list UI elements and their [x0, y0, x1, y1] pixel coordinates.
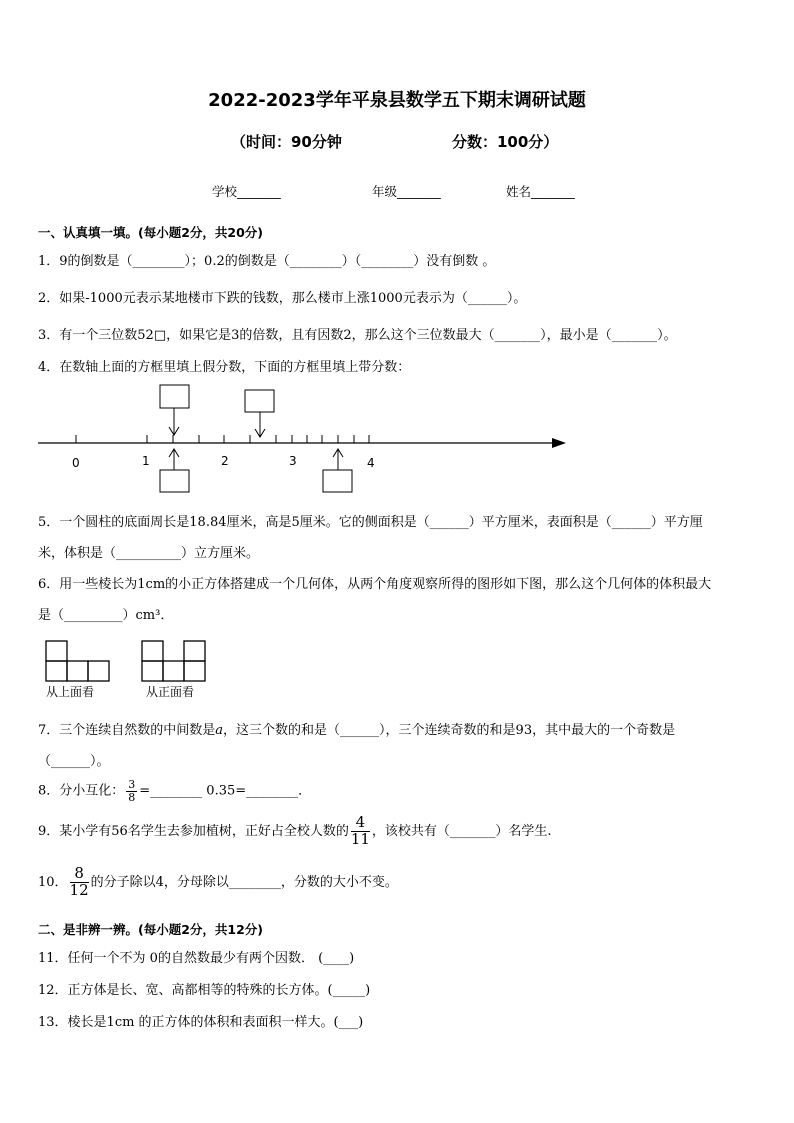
exam-score: 分数：100分）: [452, 133, 559, 151]
fraction-numerator: 8: [70, 866, 89, 883]
question-3: 3．有一个三位数52□，如果它是3的倍数，且有因数2，那么这个三位数最大（_______），最小是（_______）。: [38, 328, 677, 343]
section1-heading: 一、认真填一填。(每小题2分，共20分): [38, 225, 264, 240]
fraction-8-12: [70, 866, 89, 899]
fraction-3-8: [126, 779, 137, 803]
question-1: 1．9的倒数是（________）；0.2的倒数是（________）（________）没有倒数 。: [38, 254, 496, 269]
fraction-denominator: 11: [350, 829, 370, 848]
grade-field: 年级_______: [372, 184, 441, 199]
tick-label-3: 3: [289, 454, 297, 468]
number-line-figure: [30, 380, 580, 500]
fraction-4-11: [351, 815, 370, 848]
school-field: 学校_______: [212, 184, 281, 199]
answer-box-upper-1[interactable]: [160, 385, 189, 408]
question-13: 13．棱长是1cm 的正方体的体积和表面积一样大。(___): [38, 1015, 364, 1030]
question-10: [38, 866, 398, 899]
question-9-text: 9．某小学有56名学生去参加植树，正好占全校人数的: [38, 823, 349, 839]
question-7-line1: [38, 719, 675, 738]
question-10-number: 10．: [38, 874, 68, 890]
question-6-line1: 6．用一些棱长为1cm的小正方体搭建成一个几何体，从两个角度观察所得的图形如下图，那么这个几何体的体积最大: [38, 577, 712, 592]
fraction-numerator: 3: [128, 778, 136, 791]
tick-label-2: 2: [221, 454, 229, 468]
question-8-text: 8．分小互化：: [38, 783, 125, 799]
answer-box-upper-2[interactable]: [245, 390, 274, 412]
question-11: 11．任何一个不为 0的自然数最少有两个因数． (____): [38, 951, 355, 966]
question-5-line2: 米，体积是（__________）立方厘米。: [38, 546, 260, 561]
question-12: 12．正方体是长、宽、高都相等的特殊的长方体。(_____): [38, 983, 371, 998]
question-2: 2．如果-1000元表示某地楼市下跌的钱数，那么楼市上涨1000元表示为（______）。: [38, 291, 527, 306]
question-9: [38, 815, 552, 848]
top-view-label: 从上面看: [46, 685, 95, 699]
page-title: 2022-2023学年平泉县数学五下期末调研试题: [208, 90, 586, 111]
question-7-line2: （______）。: [38, 754, 110, 769]
question-4: 4．在数轴上面的方框里填上假分数，下面的方框里填上带分数：: [38, 360, 411, 375]
question-8-text-cont: =________ 0.35=________．: [139, 783, 312, 799]
number-line-ticks: [76, 435, 369, 443]
question-10-text: 的分子除以4，分母除以________，分数的大小不变。: [90, 874, 398, 890]
question-9-text-cont: ，该校共有（_______）名学生.: [371, 823, 552, 839]
tick-label-0: 0: [72, 456, 80, 470]
question-6-line2: 是（_________）cm³．: [38, 608, 174, 623]
top-view-figure: [46, 641, 109, 681]
front-view-figure: [142, 641, 205, 681]
front-view-label: 从正面看: [146, 685, 195, 699]
fraction-numerator: 4: [351, 815, 370, 832]
section2-heading: 二、是非辨一辨。(每小题2分，共12分): [38, 922, 264, 937]
tick-label-1: 1: [142, 454, 150, 468]
fraction-denominator: 8: [128, 790, 136, 804]
tick-label-4: 4: [367, 456, 375, 470]
answer-box-lower-1[interactable]: [160, 470, 189, 492]
fraction-denominator: 12: [69, 880, 89, 899]
question-5-line1: 5．一个圆柱的底面周长是18.84厘米，高是5厘米。它的侧面积是（______）平方厘米，表面积是（______）平方厘: [38, 515, 703, 530]
variable-a: a: [215, 723, 224, 738]
question-7-text-cont: ，这三个数的和是（______），三个连续奇数的和是93，其中最大的一个奇数是: [223, 723, 676, 738]
question-7-text: 7．三个连续自然数的中间数是: [38, 723, 216, 738]
answer-box-lower-2[interactable]: [323, 470, 352, 492]
question-8: [38, 779, 311, 803]
number-line: [38, 438, 566, 448]
name-field: 姓名_______: [506, 184, 575, 199]
exam-time: （时间：90分钟: [231, 133, 342, 151]
